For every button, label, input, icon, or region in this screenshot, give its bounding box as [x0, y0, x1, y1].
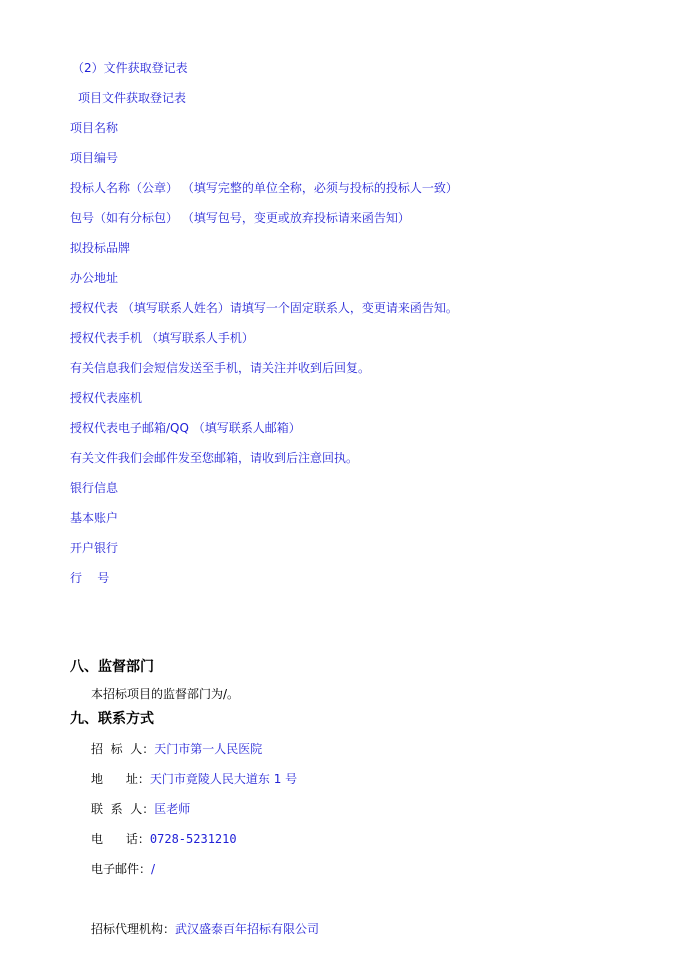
contact-value: 天门市竟陵人民大道东 1 号: [149, 772, 298, 786]
form-row-bank-number: 行 号: [70, 571, 110, 585]
contact-label: 地 址：: [91, 772, 150, 786]
contact-row-address: [91, 771, 297, 787]
contact-row-phone: [91, 831, 237, 847]
form-row-project-number: 项目编号: [70, 151, 119, 165]
contact-label: 电 话：: [91, 832, 150, 846]
form-row-office-address: 办公地址: [70, 271, 119, 285]
section9-heading: 九、联系方式: [70, 711, 154, 727]
form-row-bank-name: 开户银行: [70, 541, 119, 555]
section8-heading: 八、监督部门: [70, 659, 154, 675]
section8-body: 本招标项目的监督部门为/。: [91, 687, 240, 701]
contact-row-email: [91, 861, 155, 877]
form-row-project-name: 项目名称: [70, 121, 119, 135]
contact-row-tenderer: [91, 741, 262, 757]
form-row-bidder-name: 投标人名称（公章） （填写完整的单位全称，必须与投标的投标人一致）: [70, 181, 458, 195]
contact-value: 0728-5231210: [149, 832, 237, 846]
contact-row-agency: [91, 921, 319, 937]
form-table-title: 项目文件获取登记表: [78, 91, 187, 105]
form-row-package-number: 包号（如有分标包） （填写包号，变更或放弃投标请来函告知）: [70, 211, 410, 225]
form-row-basic-account: 基本账户: [70, 511, 119, 525]
form-row-rep-mobile: 授权代表手机 （填写联系人手机）: [70, 331, 254, 345]
form-row-bank-info: 银行信息: [70, 481, 119, 495]
form-row-sms-note: 有关信息我们会短信发送至手机，请关注并收到后回复。: [70, 361, 371, 375]
contact-label: 招 标 人：: [91, 742, 155, 756]
contact-value: 天门市第一人民医院: [154, 742, 263, 756]
contact-label: 电子邮件：: [91, 862, 152, 876]
contact-value: /: [151, 862, 156, 876]
agency-value: 武汉盛泰百年招标有限公司: [175, 922, 320, 936]
agency-label: 招标代理机构：: [91, 922, 176, 936]
form-row-authorized-rep: 授权代表 （填写联系人姓名）请填写一个固定联系人，变更请来函告知。: [70, 301, 458, 315]
form-row-email-note: 有关文件我们会邮件发至您邮箱，请收到后注意回执。: [70, 451, 359, 465]
contact-label: 联 系 人：: [91, 802, 155, 816]
form-row-brand: 拟投标品牌: [70, 241, 131, 255]
form-section-title: （2）文件获取登记表: [72, 61, 188, 75]
form-row-rep-landline: 授权代表座机: [70, 391, 143, 405]
contact-value: 匡老师: [154, 802, 191, 816]
contact-row-contact-person: [91, 801, 190, 817]
form-row-rep-email: 授权代表电子邮箱/QQ （填写联系人邮箱）: [70, 421, 301, 435]
